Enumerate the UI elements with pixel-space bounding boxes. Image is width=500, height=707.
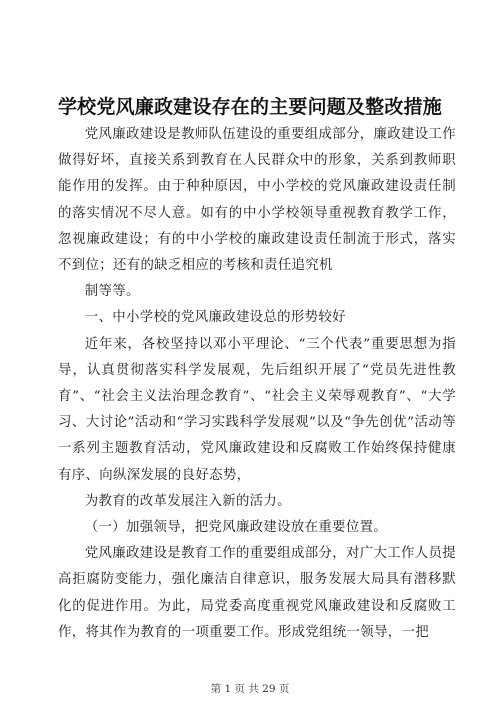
subsection-heading-1: （一）加强领导，把党风廉政建设放在重要位置。 bbox=[84, 520, 388, 536]
paragraph-intro-continuation: 制等等。 bbox=[84, 284, 140, 300]
paragraph-section-1-continuation: 为教育的改革发展注入新的活力。 bbox=[84, 493, 291, 509]
section-heading-1: 一、中小学校的党风廉政建设总的形势较好 bbox=[84, 310, 346, 326]
paragraph-intro: 党风廉政建设是教师队伍建设的重要组成部分，廉政建设工作做得好坏，直接关系到教育在人民群众中的形象，关系到教师职能作用的发挥。由于种种原因，中小学校的党风廉政建设责任制的落实情况不尽人意。如有的中小学校领导重视教育教学工作，忽视廉政建设；有的中小学校的廉政建设责任制流于形式，落实不到位；还有的缺乏相应的考核和责任追究机 bbox=[58, 127, 456, 274]
paragraph-section-1: 近年来，各校坚持以邓小平理论、“三个代表”重要思想为指导，认真贯彻落实科学发展观，先后组织开展了“党员先进性教育”、“社会主义法治理念教育”、“社会主义荣辱观教育”、“大学习、大讨论”活动和“学习实践科学发展观”以及“争先创优”活动等一系列主题教育活动，党风廉政建设和反腐败工作始终保持健康有序、向纵深发展的良好态势， bbox=[58, 336, 456, 483]
document-title: 学校党风廉政建设存在的主要问题及整改措施 bbox=[57, 96, 442, 118]
page-number: 第 1 页 共 29 页 bbox=[210, 683, 290, 695]
paragraph-subsection-1: 党风廉政建设是教育工作的重要组成部分，对广大工作人员提高拒腐防变能力，强化廉洁自律意识，服务发展大局具有潜移默化的促进作用。为此，局党委高度重视党风廉政建设和反腐败工作，将其作为教育的一项重要工作。形成党组统一领导，一把 bbox=[58, 546, 456, 640]
document-body bbox=[58, 122, 456, 646]
